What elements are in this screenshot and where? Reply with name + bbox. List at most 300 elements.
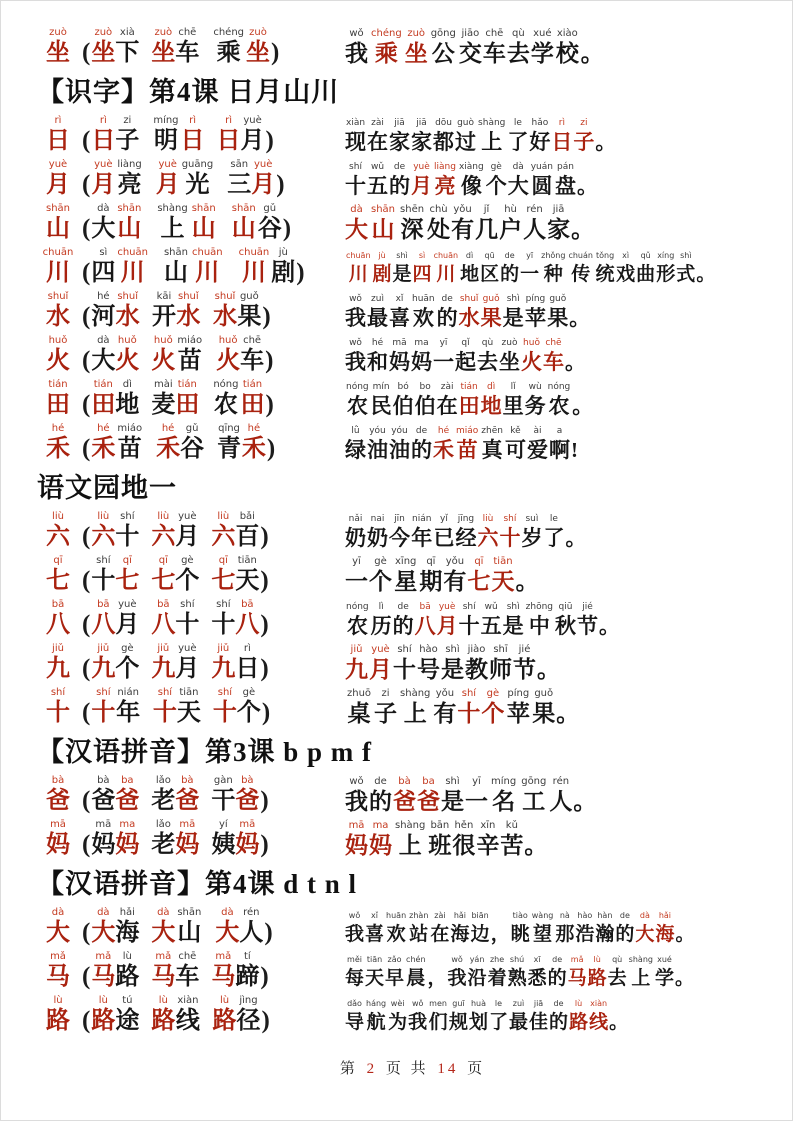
char-token bbox=[459, 28, 482, 67]
entry-row bbox=[37, 995, 788, 1035]
char-token bbox=[415, 601, 436, 639]
word-group-list bbox=[91, 27, 270, 67]
char-token bbox=[507, 28, 530, 67]
word-group bbox=[91, 291, 140, 331]
pinyin-label: miáo bbox=[177, 335, 203, 346]
pinyin-label: jǐ bbox=[483, 204, 490, 215]
char-token bbox=[369, 204, 397, 243]
char-token bbox=[411, 337, 432, 375]
close-paren: ) bbox=[282, 215, 292, 242]
pinyin-label: mā bbox=[95, 819, 112, 830]
pinyin-label: guī bbox=[452, 999, 465, 1008]
char-token bbox=[470, 910, 489, 947]
char-token bbox=[37, 511, 79, 551]
char-token bbox=[365, 910, 384, 947]
pinyin-label: xué bbox=[657, 955, 672, 964]
word-group bbox=[91, 907, 139, 947]
char-token bbox=[227, 159, 251, 199]
char-token bbox=[543, 513, 564, 551]
char-glyph: 。 bbox=[576, 174, 598, 198]
char-glyph: 瀚 bbox=[595, 924, 615, 945]
char-glyph: 路 bbox=[151, 1008, 176, 1034]
word-group bbox=[91, 27, 139, 67]
char-token bbox=[503, 601, 524, 639]
word-group bbox=[91, 159, 143, 199]
example-sentence bbox=[345, 161, 788, 199]
pinyin-label: sì bbox=[418, 251, 426, 260]
pinyin-label: tián bbox=[242, 379, 263, 390]
char-glyph: 四 bbox=[91, 260, 116, 286]
char-token bbox=[345, 117, 366, 155]
char-token bbox=[367, 293, 388, 331]
pinyin-label: shí bbox=[50, 687, 66, 698]
char-token bbox=[675, 954, 694, 991]
char-token bbox=[555, 161, 576, 199]
char-glyph: 妈 bbox=[345, 833, 368, 858]
char-glyph: 地 bbox=[460, 264, 480, 285]
pinyin-label: jìng bbox=[239, 995, 258, 1006]
char-token bbox=[345, 337, 366, 375]
pinyin-label: shí bbox=[349, 162, 362, 172]
char-glyph: 路 bbox=[587, 968, 607, 989]
char-token bbox=[37, 379, 79, 419]
char-glyph: 川 bbox=[195, 260, 220, 286]
pinyin-label: gè bbox=[486, 688, 500, 699]
word-group bbox=[156, 423, 204, 463]
char-glyph: 上 bbox=[160, 216, 185, 242]
char-token bbox=[441, 776, 464, 815]
char-glyph: 喜 bbox=[365, 924, 385, 945]
char-glyph: 麦 bbox=[151, 392, 176, 418]
char-token bbox=[415, 381, 436, 419]
char-token bbox=[389, 337, 410, 375]
char-glyph: 圆 bbox=[531, 174, 553, 198]
word-group bbox=[217, 115, 265, 155]
char-token bbox=[531, 910, 555, 947]
pinyin-label: zhuō bbox=[347, 688, 372, 699]
char-token bbox=[156, 423, 180, 463]
char-glyph: 公 bbox=[431, 41, 455, 66]
pinyin-label: yuán bbox=[530, 162, 553, 172]
close-paren: ) bbox=[296, 259, 305, 286]
char-glyph: 果 bbox=[532, 701, 556, 726]
word-group bbox=[227, 159, 275, 199]
word-group bbox=[216, 423, 266, 463]
char-glyph: 山 bbox=[177, 920, 202, 946]
char-token bbox=[565, 513, 586, 551]
word-group bbox=[162, 247, 225, 287]
close-paren: ) bbox=[260, 655, 269, 682]
char-token bbox=[213, 995, 237, 1035]
char-token bbox=[155, 203, 189, 243]
word-group-area bbox=[81, 819, 325, 859]
char-glyph: 坐 bbox=[404, 41, 428, 66]
pinyin-label: bā bbox=[157, 599, 170, 610]
char-token bbox=[91, 599, 115, 639]
char-token bbox=[411, 425, 432, 463]
pinyin-label: shì bbox=[396, 251, 408, 260]
char-glyph: 线 bbox=[175, 1008, 200, 1034]
char-glyph: 八 bbox=[151, 612, 176, 638]
char-token bbox=[235, 555, 259, 595]
pinyin-label: gè bbox=[242, 687, 256, 698]
char-token bbox=[549, 776, 572, 815]
char-token bbox=[151, 115, 180, 155]
pinyin-label: jiā bbox=[394, 118, 405, 128]
pinyin-label: de bbox=[552, 955, 563, 964]
char-token bbox=[367, 425, 388, 463]
char-glyph: 路 bbox=[46, 1008, 70, 1034]
char-token bbox=[405, 954, 426, 991]
char-token bbox=[237, 687, 261, 727]
char-glyph: 交 bbox=[458, 41, 482, 66]
char-glyph: 那 bbox=[555, 924, 575, 945]
char-token bbox=[655, 954, 674, 991]
pinyin-label: rén bbox=[552, 776, 570, 787]
char-token bbox=[443, 556, 466, 595]
char-token bbox=[588, 954, 607, 991]
char-token bbox=[467, 556, 490, 595]
char-glyph: 日 bbox=[551, 130, 573, 154]
char-glyph: 。 bbox=[524, 833, 548, 858]
pinyin-label: huān bbox=[386, 911, 407, 920]
char-token bbox=[237, 291, 261, 331]
char-token bbox=[91, 291, 115, 331]
char-glyph: 和 bbox=[367, 350, 388, 374]
char-token bbox=[345, 250, 372, 287]
word-group bbox=[151, 819, 199, 859]
char-glyph: 划 bbox=[468, 1012, 488, 1033]
pinyin-label: wèi bbox=[390, 999, 405, 1008]
char-token bbox=[449, 998, 468, 1035]
char-token bbox=[520, 250, 539, 287]
pinyin-label bbox=[605, 117, 607, 129]
char-glyph: 农 bbox=[213, 392, 238, 418]
char-glyph: 川 bbox=[436, 264, 456, 285]
char-glyph: 地 bbox=[480, 394, 502, 418]
char-glyph: 火 bbox=[216, 348, 241, 374]
pinyin-label: xiàn bbox=[590, 999, 608, 1008]
pinyin-label: xī bbox=[533, 955, 541, 964]
char-token bbox=[345, 601, 370, 639]
char-token bbox=[433, 513, 454, 551]
close-paren: ) bbox=[262, 303, 271, 330]
example-sentence bbox=[345, 204, 788, 243]
char-token bbox=[385, 910, 407, 947]
open-paren: ( bbox=[82, 831, 91, 858]
word-group-list bbox=[91, 907, 263, 947]
char-glyph: 了 bbox=[543, 526, 565, 550]
word-group bbox=[151, 643, 199, 683]
open-paren: ( bbox=[82, 127, 91, 154]
pinyin-label: wǒ bbox=[348, 911, 361, 920]
example-sentence bbox=[345, 954, 788, 991]
pinyin-label bbox=[499, 910, 501, 922]
pinyin-label: shàng bbox=[628, 955, 653, 964]
char-glyph: 经 bbox=[455, 526, 477, 550]
char-token bbox=[433, 337, 454, 375]
pinyin-label: yǒu bbox=[435, 688, 455, 699]
char-glyph: 喜 bbox=[389, 306, 410, 330]
pinyin-label: zhàn bbox=[409, 911, 429, 920]
char-token bbox=[37, 995, 79, 1035]
char-token bbox=[151, 511, 175, 551]
word-group bbox=[91, 995, 139, 1035]
pinyin-label: de bbox=[619, 911, 630, 920]
pinyin-label: qīng bbox=[218, 423, 240, 434]
pinyin-label: dà bbox=[97, 907, 110, 918]
pinyin-label: háng bbox=[366, 999, 387, 1008]
char-glyph: 七 bbox=[151, 568, 176, 594]
char-glyph: 历 bbox=[370, 614, 392, 638]
char-glyph: 七 bbox=[46, 568, 70, 594]
char-glyph: 路 bbox=[91, 1008, 116, 1034]
pinyin-label: xué bbox=[533, 28, 552, 39]
pinyin-label bbox=[583, 776, 587, 788]
char-glyph: 线 bbox=[589, 1012, 609, 1033]
char-glyph: 日 bbox=[235, 656, 260, 682]
open-paren: ( bbox=[82, 435, 91, 462]
pinyin-label: yí bbox=[218, 819, 228, 830]
char-token bbox=[508, 161, 529, 199]
char-token bbox=[240, 379, 264, 419]
char-token bbox=[153, 687, 177, 727]
char-glyph: 路 bbox=[212, 1008, 237, 1034]
pinyin-label: xiàn bbox=[346, 118, 366, 128]
char-token bbox=[230, 203, 258, 243]
char-token bbox=[616, 250, 635, 287]
char-glyph: 油 bbox=[389, 438, 410, 462]
char-token bbox=[115, 335, 139, 375]
word-group bbox=[91, 643, 139, 683]
pinyin-label: bó bbox=[397, 382, 409, 392]
char-token bbox=[568, 954, 587, 991]
example-sentence bbox=[345, 117, 788, 155]
pinyin-label: xiàng bbox=[458, 162, 484, 172]
pinyin-label: biān bbox=[471, 911, 489, 920]
char-glyph: 禾 bbox=[433, 438, 454, 462]
entry-row bbox=[37, 247, 788, 287]
char-glyph: 我 bbox=[345, 924, 365, 945]
pinyin-label bbox=[579, 293, 581, 305]
char-glyph: 果 bbox=[480, 306, 502, 330]
pinyin-label: wǒ bbox=[349, 338, 362, 348]
open-paren: ( bbox=[82, 391, 91, 418]
word-group-list bbox=[91, 115, 264, 155]
char-glyph: 一 bbox=[345, 569, 368, 594]
char-token bbox=[115, 159, 143, 199]
char-glyph: 是 bbox=[502, 614, 524, 638]
pinyin-label: pán bbox=[556, 162, 574, 172]
char-token bbox=[595, 910, 614, 947]
char-token bbox=[91, 511, 115, 551]
char-token bbox=[213, 687, 237, 727]
char-token bbox=[369, 28, 404, 67]
char-token bbox=[180, 423, 204, 463]
pinyin-label: yī bbox=[526, 251, 534, 260]
pinyin-label: shí bbox=[96, 687, 111, 698]
char-glyph: 海 bbox=[450, 924, 470, 945]
pinyin-label: dǎo bbox=[347, 999, 362, 1008]
entry-row bbox=[37, 951, 788, 991]
char-glyph: 月 bbox=[46, 172, 70, 198]
word-group-list bbox=[91, 335, 264, 375]
pinyin-label: yuè bbox=[118, 599, 137, 610]
char-glyph: 亮 bbox=[117, 172, 142, 198]
char-glyph: 百 bbox=[235, 524, 260, 550]
char-token bbox=[393, 381, 414, 419]
pinyin-label: měi bbox=[347, 955, 362, 964]
char-token bbox=[540, 250, 566, 287]
word-group bbox=[211, 819, 259, 859]
char-token bbox=[411, 293, 436, 331]
word-group-area bbox=[81, 115, 325, 155]
entry-row bbox=[37, 379, 788, 419]
pinyin-label: shí bbox=[397, 644, 412, 655]
char-glyph: 苹 bbox=[524, 306, 546, 330]
pinyin-label: gè bbox=[490, 162, 502, 172]
char-token bbox=[459, 381, 480, 419]
entry-row bbox=[37, 555, 788, 595]
char-glyph: 去 bbox=[506, 41, 530, 66]
char-glyph: 老 bbox=[151, 788, 176, 814]
char-token bbox=[656, 250, 675, 287]
char-glyph: 边 bbox=[470, 924, 490, 945]
pinyin-label: jiā bbox=[416, 118, 427, 128]
pinyin-label: xíng bbox=[657, 251, 675, 260]
char-glyph: 浩 bbox=[575, 924, 595, 945]
pinyin-label: wǒ bbox=[411, 999, 424, 1008]
pinyin-label: xiào bbox=[556, 28, 578, 39]
pinyin-label: jù bbox=[378, 251, 386, 260]
pinyin-label: lǐ bbox=[510, 382, 516, 392]
char-token bbox=[151, 775, 175, 815]
pinyin-label: hé bbox=[247, 423, 261, 434]
char-token bbox=[565, 337, 586, 375]
char-token bbox=[258, 203, 282, 243]
pinyin-label: gōng bbox=[521, 776, 547, 787]
pinyin-label: chuān bbox=[433, 251, 459, 260]
pinyin-label bbox=[534, 820, 538, 832]
pinyin-label: yuè bbox=[438, 602, 456, 612]
word-group bbox=[213, 291, 262, 331]
char-token bbox=[430, 910, 449, 947]
pinyin-label: dà bbox=[51, 907, 65, 918]
pinyin-label: jiā bbox=[552, 204, 565, 215]
char-token bbox=[500, 820, 523, 859]
char-token bbox=[235, 951, 259, 991]
page-footer bbox=[37, 1057, 788, 1078]
char-token bbox=[211, 819, 235, 859]
pinyin-label: huà bbox=[470, 999, 487, 1008]
char-token bbox=[175, 555, 199, 595]
char-token bbox=[389, 513, 410, 551]
pinyin-label: ma bbox=[414, 338, 429, 348]
char-glyph: 川 bbox=[46, 260, 70, 286]
char-glyph: 岁 bbox=[521, 526, 543, 550]
char-glyph: 田 bbox=[91, 392, 116, 418]
char-token bbox=[37, 159, 79, 199]
pinyin-label bbox=[618, 998, 620, 1010]
char-glyph: 七 bbox=[211, 568, 236, 594]
char-token bbox=[524, 820, 547, 859]
char-glyph: 天 bbox=[235, 568, 260, 594]
char-token bbox=[549, 425, 570, 463]
char-glyph: 。 bbox=[565, 526, 587, 550]
word-group bbox=[151, 907, 203, 947]
entry-row bbox=[37, 291, 788, 331]
pinyin-label: tiào bbox=[512, 911, 528, 920]
pinyin-label: yóu bbox=[391, 426, 408, 436]
char-token bbox=[499, 204, 522, 243]
pinyin-label: miáo bbox=[117, 423, 143, 434]
word-group-area bbox=[81, 643, 325, 683]
pinyin-label: xīn bbox=[480, 820, 496, 831]
char-glyph: 四 bbox=[412, 264, 432, 285]
pinyin-label: liù bbox=[217, 511, 230, 522]
entry-row bbox=[37, 643, 788, 683]
char-token bbox=[696, 250, 715, 287]
pinyin-label: lù bbox=[53, 995, 63, 1006]
pinyin-label: lǎo bbox=[155, 819, 171, 830]
pinyin-label: bā bbox=[241, 599, 254, 610]
word-group bbox=[153, 687, 201, 727]
char-token bbox=[491, 910, 510, 947]
word-group-list bbox=[91, 159, 275, 199]
pinyin-label: chē bbox=[243, 335, 262, 346]
pinyin-label: zhēn bbox=[481, 426, 503, 436]
pinyin-label: de bbox=[415, 426, 428, 436]
char-glyph: 校 bbox=[555, 41, 579, 66]
char-token bbox=[448, 954, 467, 991]
char-token bbox=[635, 910, 654, 947]
char-glyph: 个 bbox=[485, 174, 507, 198]
char-glyph: 爸 bbox=[393, 789, 416, 814]
char-glyph: 马 bbox=[151, 964, 176, 990]
char-token bbox=[413, 250, 432, 287]
char-glyph: 大 bbox=[91, 920, 116, 946]
char-token bbox=[345, 293, 366, 331]
char-token bbox=[573, 776, 596, 815]
pinyin-label: guǒ bbox=[534, 688, 554, 699]
pinyin-label: rì bbox=[243, 643, 251, 654]
char-token bbox=[239, 907, 263, 947]
char-glyph: 三 bbox=[227, 172, 252, 198]
word-group bbox=[216, 335, 264, 375]
pinyin-label: wǔ bbox=[370, 162, 385, 172]
pinyin-label: a bbox=[556, 426, 563, 436]
pinyin-label: zuò bbox=[407, 28, 426, 39]
char-glyph: 熟 bbox=[507, 968, 527, 989]
char-glyph: 大 bbox=[507, 174, 529, 198]
footer-part: 共 bbox=[410, 1061, 429, 1077]
close-paren: ) bbox=[260, 831, 269, 858]
pinyin-label: wǒ bbox=[349, 776, 364, 787]
pinyin-label: de bbox=[441, 294, 453, 304]
char-glyph: 爸 bbox=[235, 788, 260, 814]
char-glyph: 苗 bbox=[117, 436, 142, 462]
char-token bbox=[91, 995, 115, 1035]
pinyin-label: hù bbox=[504, 204, 517, 215]
pinyin-label: xīng bbox=[395, 556, 417, 567]
char-token bbox=[177, 687, 201, 727]
pinyin-label: qù bbox=[512, 28, 525, 39]
char-glyph: 在 bbox=[367, 130, 389, 154]
example-sentence bbox=[345, 28, 788, 67]
char-glyph: 工 bbox=[522, 789, 546, 814]
pinyin-label: dì bbox=[465, 251, 474, 260]
char-glyph: 五 bbox=[480, 614, 502, 638]
